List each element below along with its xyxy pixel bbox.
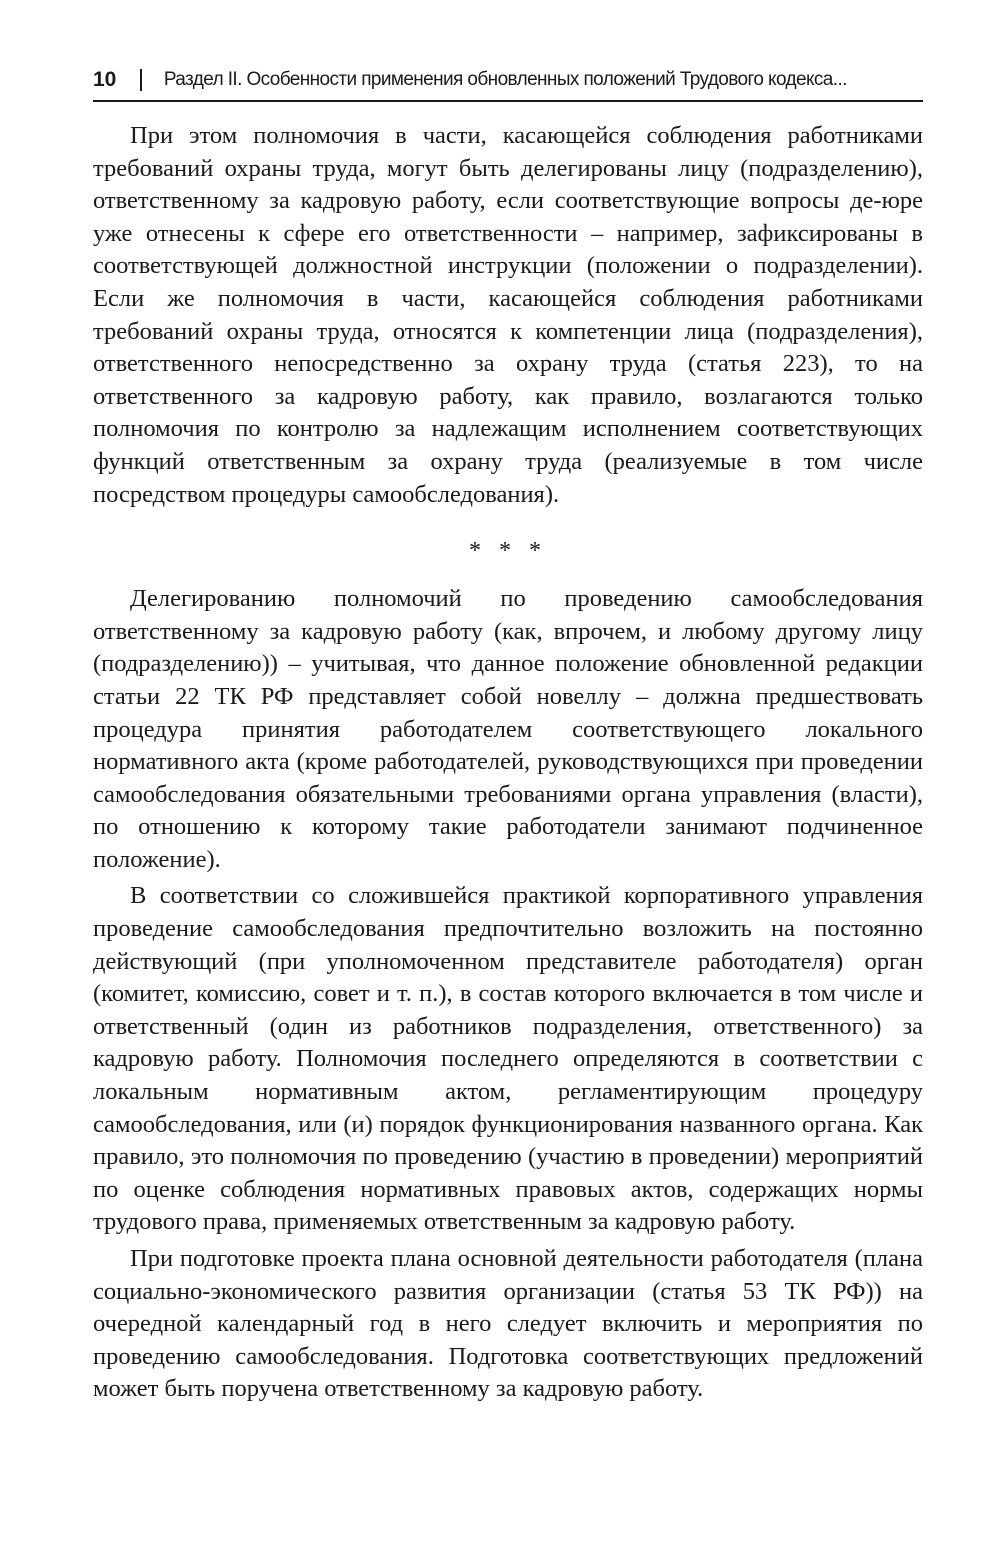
paragraph: В соответствии со сложившейся практикой корпоративного управления проведение самообследования предпочтительно возложить на постоянно действующий (при уполномоченном представителе работодателя) орган (комитет, комиссию, совет и т. п.), в состав которого включается в том числе и ответственный (один из работников подразделения, ответственного) за кадровую работу. Полномочия последнего определяются в соответствии с локальным нормативным актом, регламентирующим процедуру самообследования, или (и) порядок функционирования названного органа. Как правило, это полномочия по проведению (участию в проведении) мероприятий по оценке соблюдения нормативных правовых актов, содержащих нормы трудового права, применяемых ответственным за кадровую работу. [93,882,923,1236]
section-title: Раздел II. Особенности применения обновленных положений Трудового кодекса... [163,69,847,90]
paragraph: Делегированию полномочий по проведению самообследования ответственному за кадровую работу (как, впрочем, и любому другому лицу (подразделению)) – учитывая, что данное положение обновленной редакции статьи 22 ТК РФ представляет собой новеллу – должна предшествовать процедура принятия работодателем соответствующего локального нормативного акта (кроме работодателей, руководствующихся при проведении самообследования обязательными требованиями органа управления (власти), по отношению к которому такие работодатели занимают подчиненное положение). [93,585,923,873]
book-page [93,62,923,1406]
page-number: 10 [93,68,117,91]
running-head [93,62,923,102]
section-separator: * * * [469,538,547,565]
header-divider [140,69,142,91]
body-text [93,120,923,1406]
paragraph: При этом полномочия в части, касающейся соблюдения работниками требований охраны труда, могут быть делегированы лицу (подразделению), ответственному за кадровую работу, если соответствующие вопросы де-юре уже отнесены к сфере его ответственности – например, зафиксированы в соответствующей должностной инструкции (положении о подразделении). Если же полномочия в части, касающейся соблюдения работниками требований охраны труда, относятся к компетенции лица (подразделения), ответственного непосредственно за охрану труда (статья 223), то на ответственного за кадровую работу, как правило, возлагаются только полномочия по контролю за надлежащим исполнением соответствующих функций ответственным за охрану труда (реализуемые в том числе посредством процедуры самообследования). [93,122,923,508]
paragraph: При подготовке проекта плана основной деятельности работодателя (плана социально-экономического развития организации (статья 53 ТК РФ)) на очередной календарный год в него следует включить и мероприятия по проведению самообследования. Подготовка соответствующих предложений может быть поручена ответственному за кадровую работу. [93,1245,923,1403]
